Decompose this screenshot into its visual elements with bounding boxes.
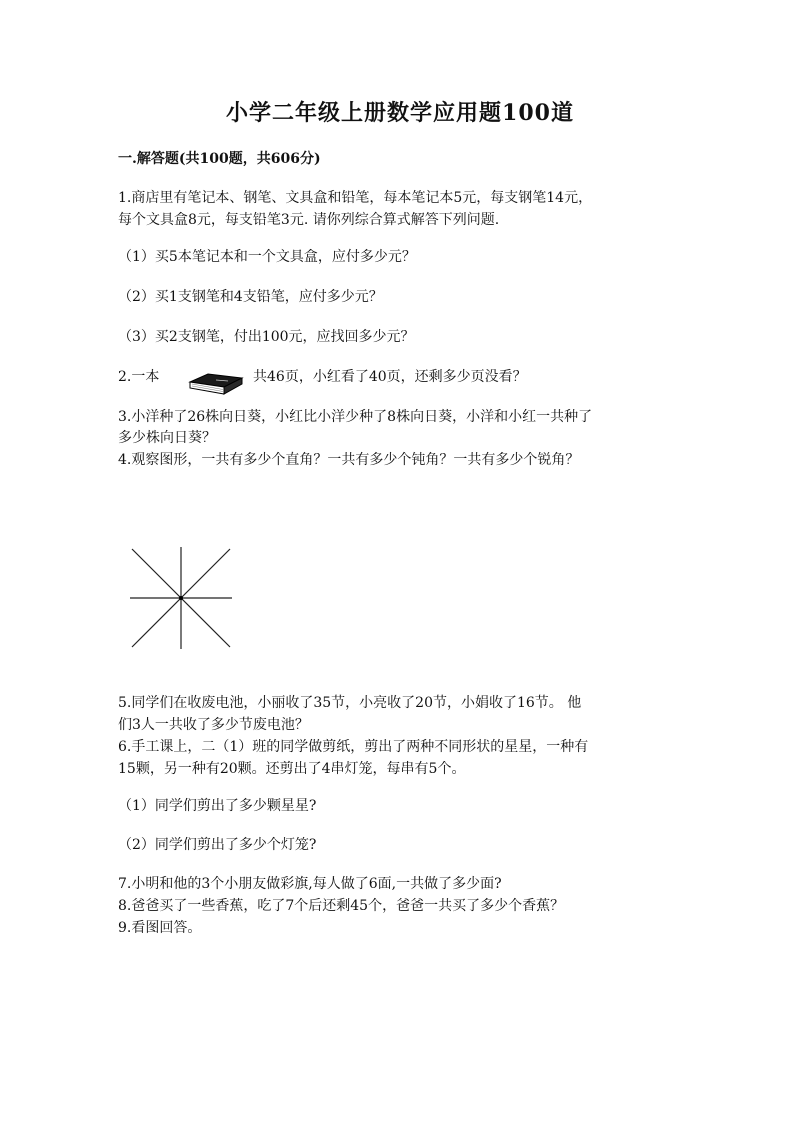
question-1-line-2: 每个文具盒8元，每支铅笔3元. 请你列综合算式解答下列问题.: [118, 212, 500, 228]
question-6-line-2: 15颗，另一种有20颗。还剪出了4串灯笼，每串有5个。: [118, 761, 466, 777]
book-icon: [186, 368, 246, 396]
question-1-line-1: 1.商店里有笔记本、钢笔、文具盒和铅笔，每本笔记本5元，每支钢笔14元，: [118, 190, 593, 206]
intersecting-lines-figure: [128, 545, 234, 651]
question-3-line-1: 3.小洋种了26株向日葵，小红比小洋少种了8株向日葵，小洋和小红一共种了: [118, 409, 593, 425]
question-9-text: 9.看图回答。: [118, 920, 202, 936]
question-6-sub-1: （1）同学们剪出了多少颗星星?: [118, 798, 317, 814]
question-3-line-2: 多少株向日葵？: [118, 430, 216, 446]
question-5-line-2: 们3人一共收了多少节废电池？: [118, 717, 309, 733]
question-2-prefix: 2.一本: [118, 369, 160, 385]
question-1-sub-3: （3）买2支钢笔，付出100元，应找回多少元？: [118, 329, 415, 345]
question-1-sub-2: （2）买1支钢笔和4支铅笔，应付多少元？: [118, 289, 383, 305]
question-6-line-1: 6.手工课上，二（1）班的同学做剪纸，剪出了两种不同形状的星星，一种有: [118, 739, 589, 755]
question-8-text: 8.爸爸买了一些香蕉，吃了7个后还剩45个，爸爸一共买了多少个香蕉？: [118, 898, 565, 914]
section-heading: 一.解答题(共100题，共606分): [118, 151, 321, 167]
question-1-sub-1: （1）买5本笔记本和一个文具盒，应付多少元？: [118, 249, 416, 265]
question-7-text: 7.小明和他的3个小朋友做彩旗,每人做了6面,一共做了多少面?: [118, 876, 502, 892]
page-title: 小学二年级上册数学应用题100道: [226, 100, 574, 126]
question-6-sub-2: （2）同学们剪出了多少个灯笼?: [118, 837, 317, 853]
question-2-text: 共46页，小红看了40页，还剩多少页没看？: [253, 369, 527, 385]
question-5-line-1: 5.同学们在收废电池，小丽收了35节，小亮收了20节，小娟收了16节。 他: [118, 695, 582, 711]
question-4-text: 4.观察图形，一共有多少个直角？一共有多少个钝角？一共有多少个锐角？: [118, 452, 580, 468]
